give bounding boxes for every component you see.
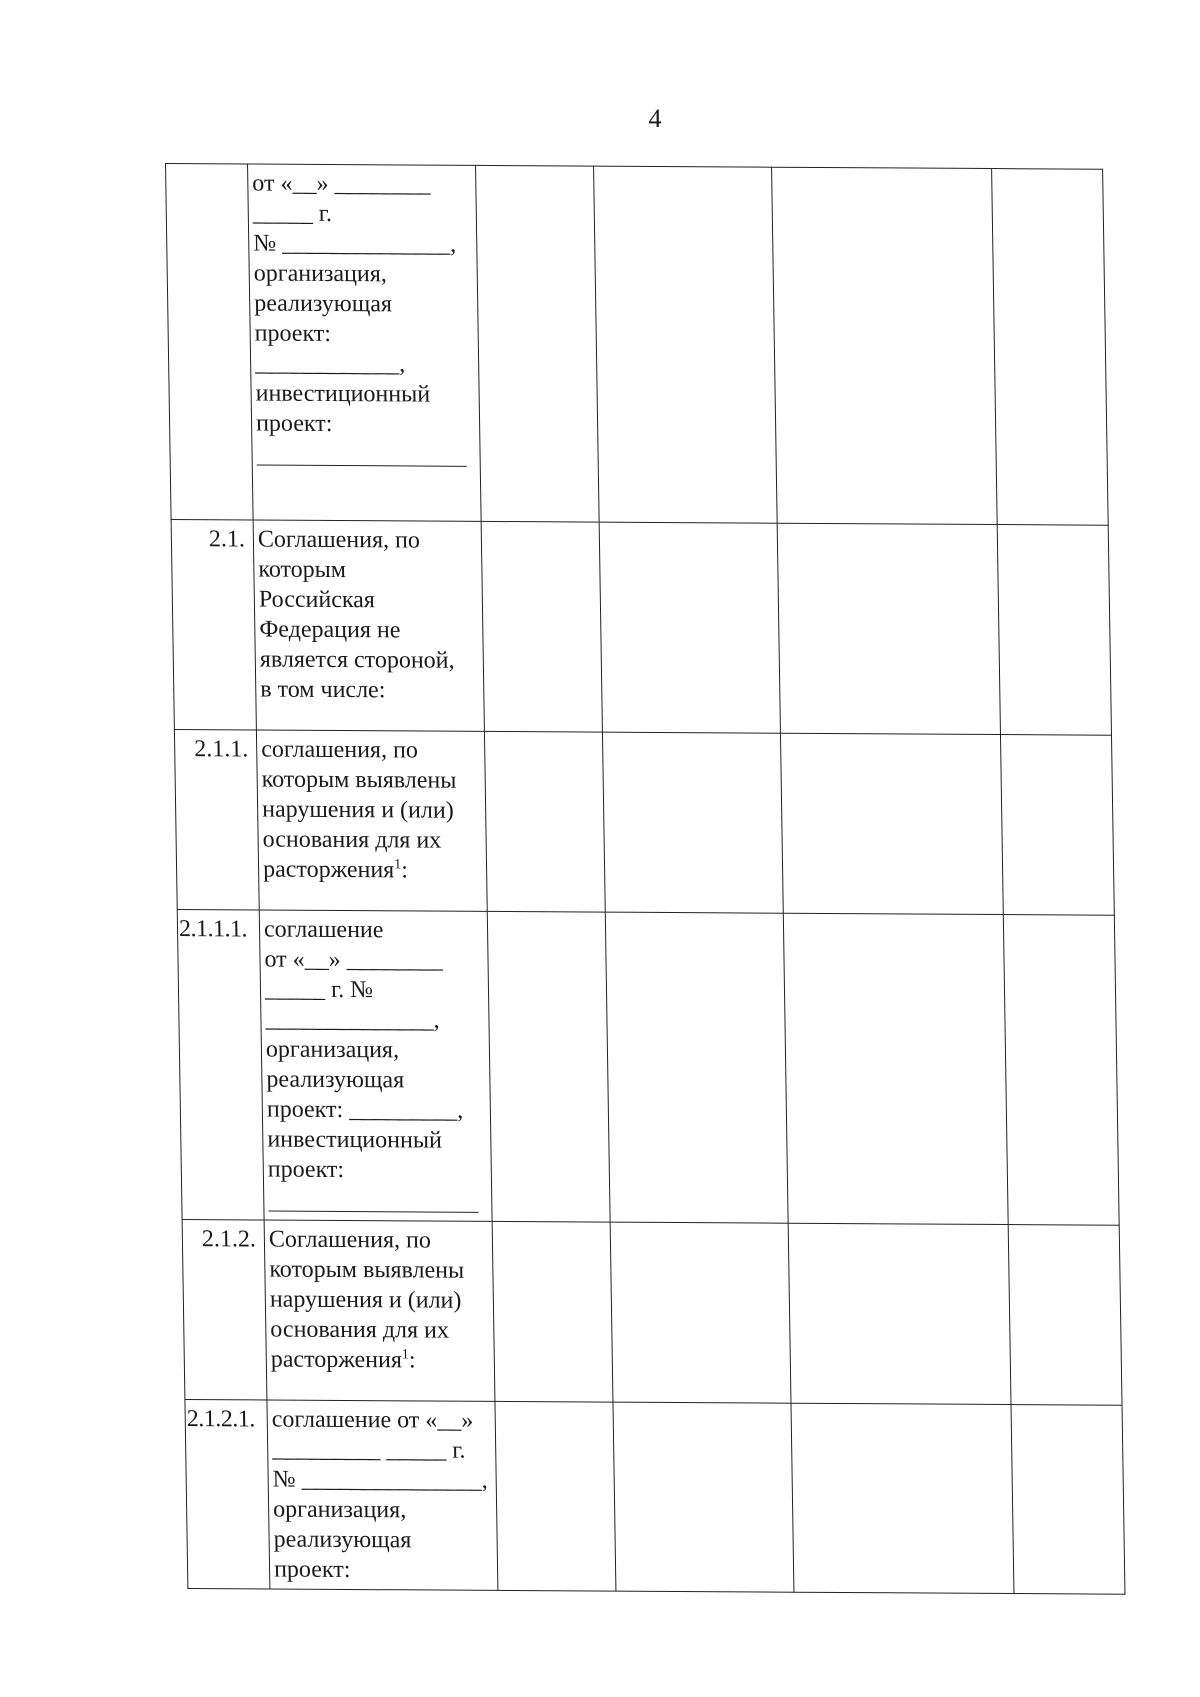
table-row xyxy=(185,1400,1125,1595)
row-number: 2.1.1.1. xyxy=(177,910,264,1221)
description-line: Соглашения, по xyxy=(257,526,421,554)
empty-cell[interactable] xyxy=(1000,735,1114,916)
empty-cell[interactable] xyxy=(997,525,1111,736)
row-description xyxy=(267,1400,498,1590)
description-line: основания для их xyxy=(270,1316,450,1344)
description-line: ______________, xyxy=(265,1006,440,1034)
row-description xyxy=(264,1220,495,1401)
empty-cell[interactable] xyxy=(1003,915,1119,1226)
row-description xyxy=(259,910,492,1221)
table-row xyxy=(171,520,1111,736)
description-line: проект: xyxy=(255,410,333,437)
page-number: 4 xyxy=(648,104,662,133)
empty-cell[interactable] xyxy=(476,165,600,522)
row-number: 2.1. xyxy=(171,520,256,731)
empty-cell[interactable] xyxy=(610,1222,791,1403)
empty-cell[interactable] xyxy=(492,1221,613,1402)
description-line: реализующая xyxy=(273,1526,412,1554)
row-description xyxy=(256,730,487,911)
description-line: _____ г. № xyxy=(264,976,374,1004)
description-line: проект: xyxy=(267,1156,345,1183)
description-line: реализующая xyxy=(266,1066,405,1094)
empty-cell[interactable] xyxy=(599,522,780,733)
description-line: № ______________, xyxy=(253,230,457,258)
empty-cell[interactable] xyxy=(484,731,605,912)
empty-cell[interactable] xyxy=(780,733,1003,914)
footnote-mark: 1 xyxy=(401,1347,409,1363)
description-line: которым xyxy=(258,556,347,584)
description-line: организация, xyxy=(253,260,388,288)
description-line: которым выявлены xyxy=(269,1256,465,1284)
empty-cell[interactable] xyxy=(1011,1405,1125,1595)
description-line: проект: xyxy=(273,1556,351,1583)
table-row xyxy=(174,730,1114,916)
empty-cell[interactable] xyxy=(783,913,1008,1224)
description-line: от «__» ________ xyxy=(264,946,443,974)
description-line: нарушения и (или) xyxy=(261,796,454,824)
table-row xyxy=(166,164,1109,526)
empty-cell[interactable] xyxy=(487,911,610,1222)
empty-cell[interactable] xyxy=(605,912,788,1223)
empty-cell[interactable] xyxy=(772,167,998,524)
empty-cell[interactable] xyxy=(1008,1225,1122,1406)
description-line: Федерация не xyxy=(259,616,401,644)
description-line: организация, xyxy=(272,1496,407,1524)
description-line: реализующая xyxy=(254,290,393,318)
description-line: от «__» ________ xyxy=(252,170,431,198)
empty-cell[interactable] xyxy=(992,169,1109,526)
empty-cell[interactable] xyxy=(602,732,783,913)
empty-cell[interactable] xyxy=(613,1402,794,1592)
description-line: проект: _________, xyxy=(266,1096,464,1124)
description-line: инвестиционный xyxy=(267,1126,443,1154)
table-row xyxy=(177,910,1119,1226)
description-line: в том числе: xyxy=(260,676,386,704)
description-line: расторжения$^1$: xyxy=(262,856,409,884)
row-number: 2.1.2. xyxy=(182,1220,267,1401)
description-line: Соглашения, по xyxy=(268,1226,432,1254)
row-description xyxy=(248,164,482,521)
description-line: проект: xyxy=(254,320,332,347)
description-line: организация, xyxy=(265,1036,400,1064)
description-line: Российская xyxy=(258,586,376,614)
empty-cell[interactable] xyxy=(777,523,1000,734)
description-line: № _______________, xyxy=(272,1466,488,1494)
description-line: соглашение xyxy=(263,916,384,944)
description-line: _____ г. xyxy=(252,200,333,228)
description-line: расторжения$^1$: xyxy=(270,1346,416,1374)
agreements-table xyxy=(165,163,1125,1595)
empty-cell[interactable] xyxy=(481,521,602,732)
description-line: соглашения, по xyxy=(261,736,419,764)
empty-cell[interactable] xyxy=(791,1403,1014,1593)
table-row xyxy=(182,1220,1122,1406)
blank-rule xyxy=(268,1185,478,1213)
description-line: инвестиционный xyxy=(255,380,431,408)
row-number xyxy=(166,164,254,521)
description-line: которым выявлены xyxy=(261,766,457,794)
description-line: ____________, xyxy=(254,350,406,378)
blank-rule xyxy=(256,439,466,467)
description-line: _________ _____ г. xyxy=(272,1436,466,1464)
description-line: нарушения и (или) xyxy=(269,1286,462,1314)
description-line: является стороной, xyxy=(259,646,455,674)
row-description xyxy=(253,520,484,731)
description-line: основания для их xyxy=(262,826,442,854)
description-line: соглашение от «__» xyxy=(271,1406,474,1434)
row-number: 2.1.2.1. xyxy=(185,1400,270,1590)
empty-cell[interactable] xyxy=(495,1401,616,1591)
empty-cell[interactable] xyxy=(594,166,778,523)
row-number: 2.1.1. xyxy=(174,730,259,911)
footnote-mark: 1 xyxy=(394,857,402,873)
empty-cell[interactable] xyxy=(788,1223,1011,1404)
